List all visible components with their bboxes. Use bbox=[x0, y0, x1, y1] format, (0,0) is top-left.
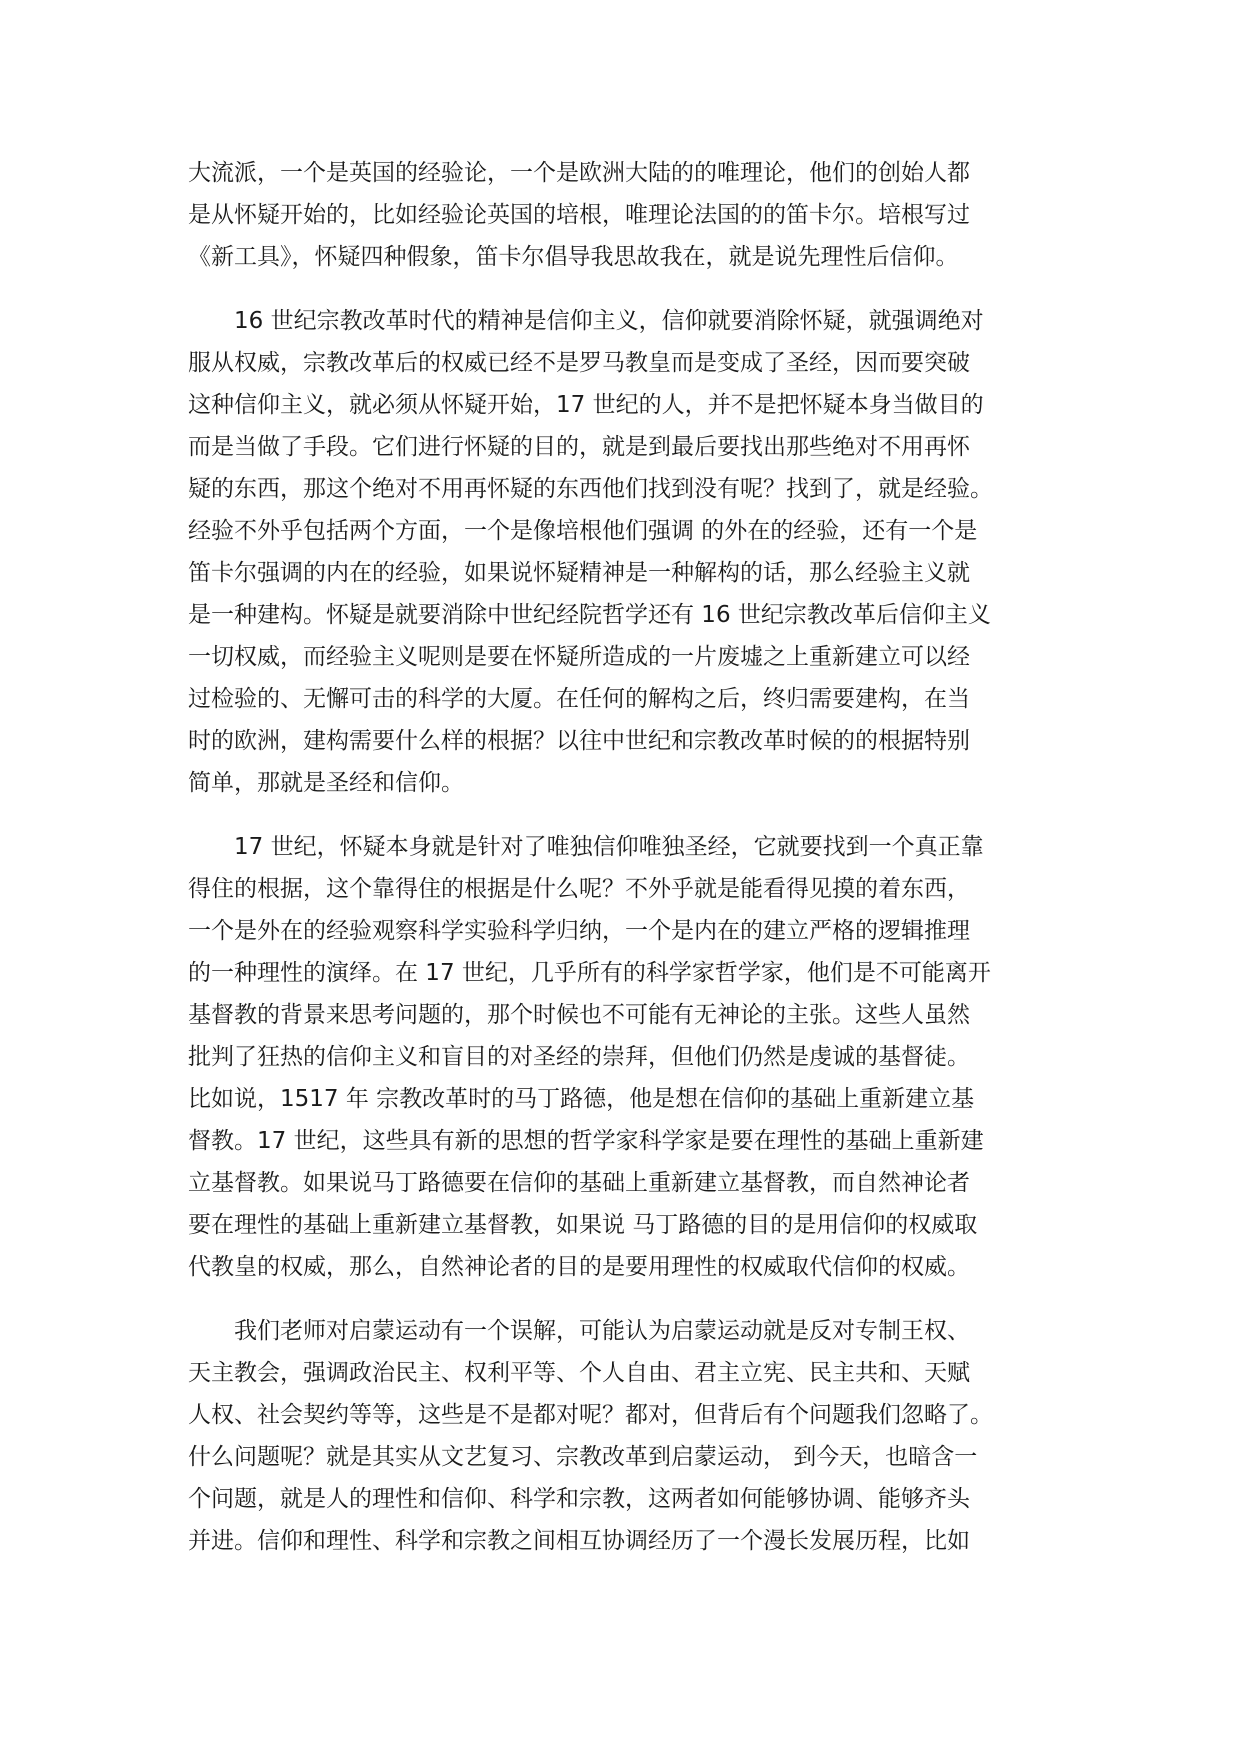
text-line: 人权、社会契约等等，这些是不是都对呢？都对，但背后有个问题我们忽略了。 bbox=[188, 1402, 993, 1428]
text-line: 并进。信仰和理性、科学和宗教之间相互协调经历了一个漫长发展历程，比如 bbox=[188, 1528, 970, 1554]
text-line: 要在理性的基础上重新建立基督教，如果说 马丁路德的目的是用信仰的权威取 bbox=[188, 1212, 978, 1238]
text-line: 我们老师对启蒙运动有一个误解，可能认为启蒙运动就是反对专制王权、 bbox=[188, 1318, 970, 1344]
text-line: 什么问题呢？就是其实从文艺复习、宗教改革到启蒙运动， 到今天，也暗含一 bbox=[188, 1444, 978, 1470]
text-line: 天主教会，强调政治民主、权利平等、个人自由、君主立宪、民主共和、天赋 bbox=[188, 1360, 970, 1386]
text-line: 的一种理性的演绎。在 17 世纪，几乎所有的科学家哲学家，他们是不可能离开 bbox=[188, 960, 991, 986]
text-line: 经验不外乎包括两个方面，一个是像培根他们强调 的外在的经验，还有一个是 bbox=[188, 518, 978, 544]
text-line: 大流派，一个是英国的经验论，一个是欧洲大陆的的唯理论，他们的创始人都 bbox=[188, 160, 970, 186]
text-line: 《新工具》，怀疑四种假象，笛卡尔倡导我思故我在，就是说先理性后信仰。 bbox=[188, 244, 959, 270]
text-line: 这种信仰主义，就必须从怀疑开始，17 世纪的人，并不是把怀疑本身当做目的 bbox=[188, 392, 984, 418]
text-line: 立基督教。如果说马丁路德要在信仰的基础上重新建立基督教，而自然神论者 bbox=[188, 1170, 970, 1196]
paragraph-4 bbox=[188, 1310, 1068, 1562]
text-line: 是从怀疑开始的，比如经验论英国的培根，唯理论法国的的笛卡尔。培根写过 bbox=[188, 202, 970, 228]
text-line: 简单，那就是圣经和信仰。 bbox=[188, 770, 464, 796]
text-line: 督教。17 世纪，这些具有新的思想的哲学家科学家是要在理性的基础上重新建 bbox=[188, 1128, 984, 1154]
text-line: 而是当做了手段。它们进行怀疑的目的，就是到最后要找出那些绝对不用再怀 bbox=[188, 434, 970, 460]
text-line: 笛卡尔强调的内在的经验，如果说怀疑精神是一种解构的话，那么经验主义就 bbox=[188, 560, 970, 586]
text-line: 代教皇的权威，那么，自然神论者的目的是要用理性的权威取代信仰的权威。 bbox=[188, 1254, 970, 1280]
text-line: 过检验的、无懈可击的科学的大厦。在任何的解构之后，终归需要建构，在当 bbox=[188, 686, 970, 712]
paragraph-3 bbox=[188, 826, 1068, 1288]
paragraph-1 bbox=[188, 152, 1068, 278]
text-line: 基督教的背景来思考问题的，那个时候也不可能有无神论的主张。这些人虽然 bbox=[188, 1002, 970, 1028]
text-line: 一个是外在的经验观察科学实验科学归纳，一个是内在的建立严格的逻辑推理 bbox=[188, 918, 970, 944]
text-line: 服从权威，宗教改革后的权威已经不是罗马教皇而是变成了圣经，因而要突破 bbox=[188, 350, 970, 376]
document-body bbox=[188, 152, 1068, 1584]
text-line: 个问题，就是人的理性和信仰、科学和宗教，这两者如何能够协调、能够齐头 bbox=[188, 1486, 970, 1512]
text-line: 批判了狂热的信仰主义和盲目的对圣经的崇拜，但他们仍然是虔诚的基督徒。 bbox=[188, 1044, 970, 1070]
text-line: 疑的东西，那这个绝对不用再怀疑的东西他们找到没有呢？找到了，就是经验。 bbox=[188, 476, 993, 502]
text-line: 17 世纪，怀疑本身就是针对了唯独信仰唯独圣经，它就要找到一个真正靠 bbox=[188, 834, 984, 860]
text-line: 时的欧洲，建构需要什么样的根据？以往中世纪和宗教改革时候的的根据特别 bbox=[188, 728, 970, 754]
text-line: 是一种建构。怀疑是就要消除中世纪经院哲学还有 16 世纪宗教改革后信仰主义 bbox=[188, 602, 991, 628]
text-line: 得住的根据，这个靠得住的根据是什么呢？不外乎就是能看得见摸的着东西， bbox=[188, 876, 970, 902]
text-line: 一切权威，而经验主义呢则是要在怀疑所造成的一片废墟之上重新建立可以经 bbox=[188, 644, 970, 670]
text-line: 16 世纪宗教改革时代的精神是信仰主义，信仰就要消除怀疑，就强调绝对 bbox=[188, 308, 984, 334]
paragraph-2 bbox=[188, 300, 1068, 804]
text-line: 比如说，1517 年 宗教改革时的马丁路德，他是想在信仰的基础上重新建立基 bbox=[188, 1086, 975, 1112]
